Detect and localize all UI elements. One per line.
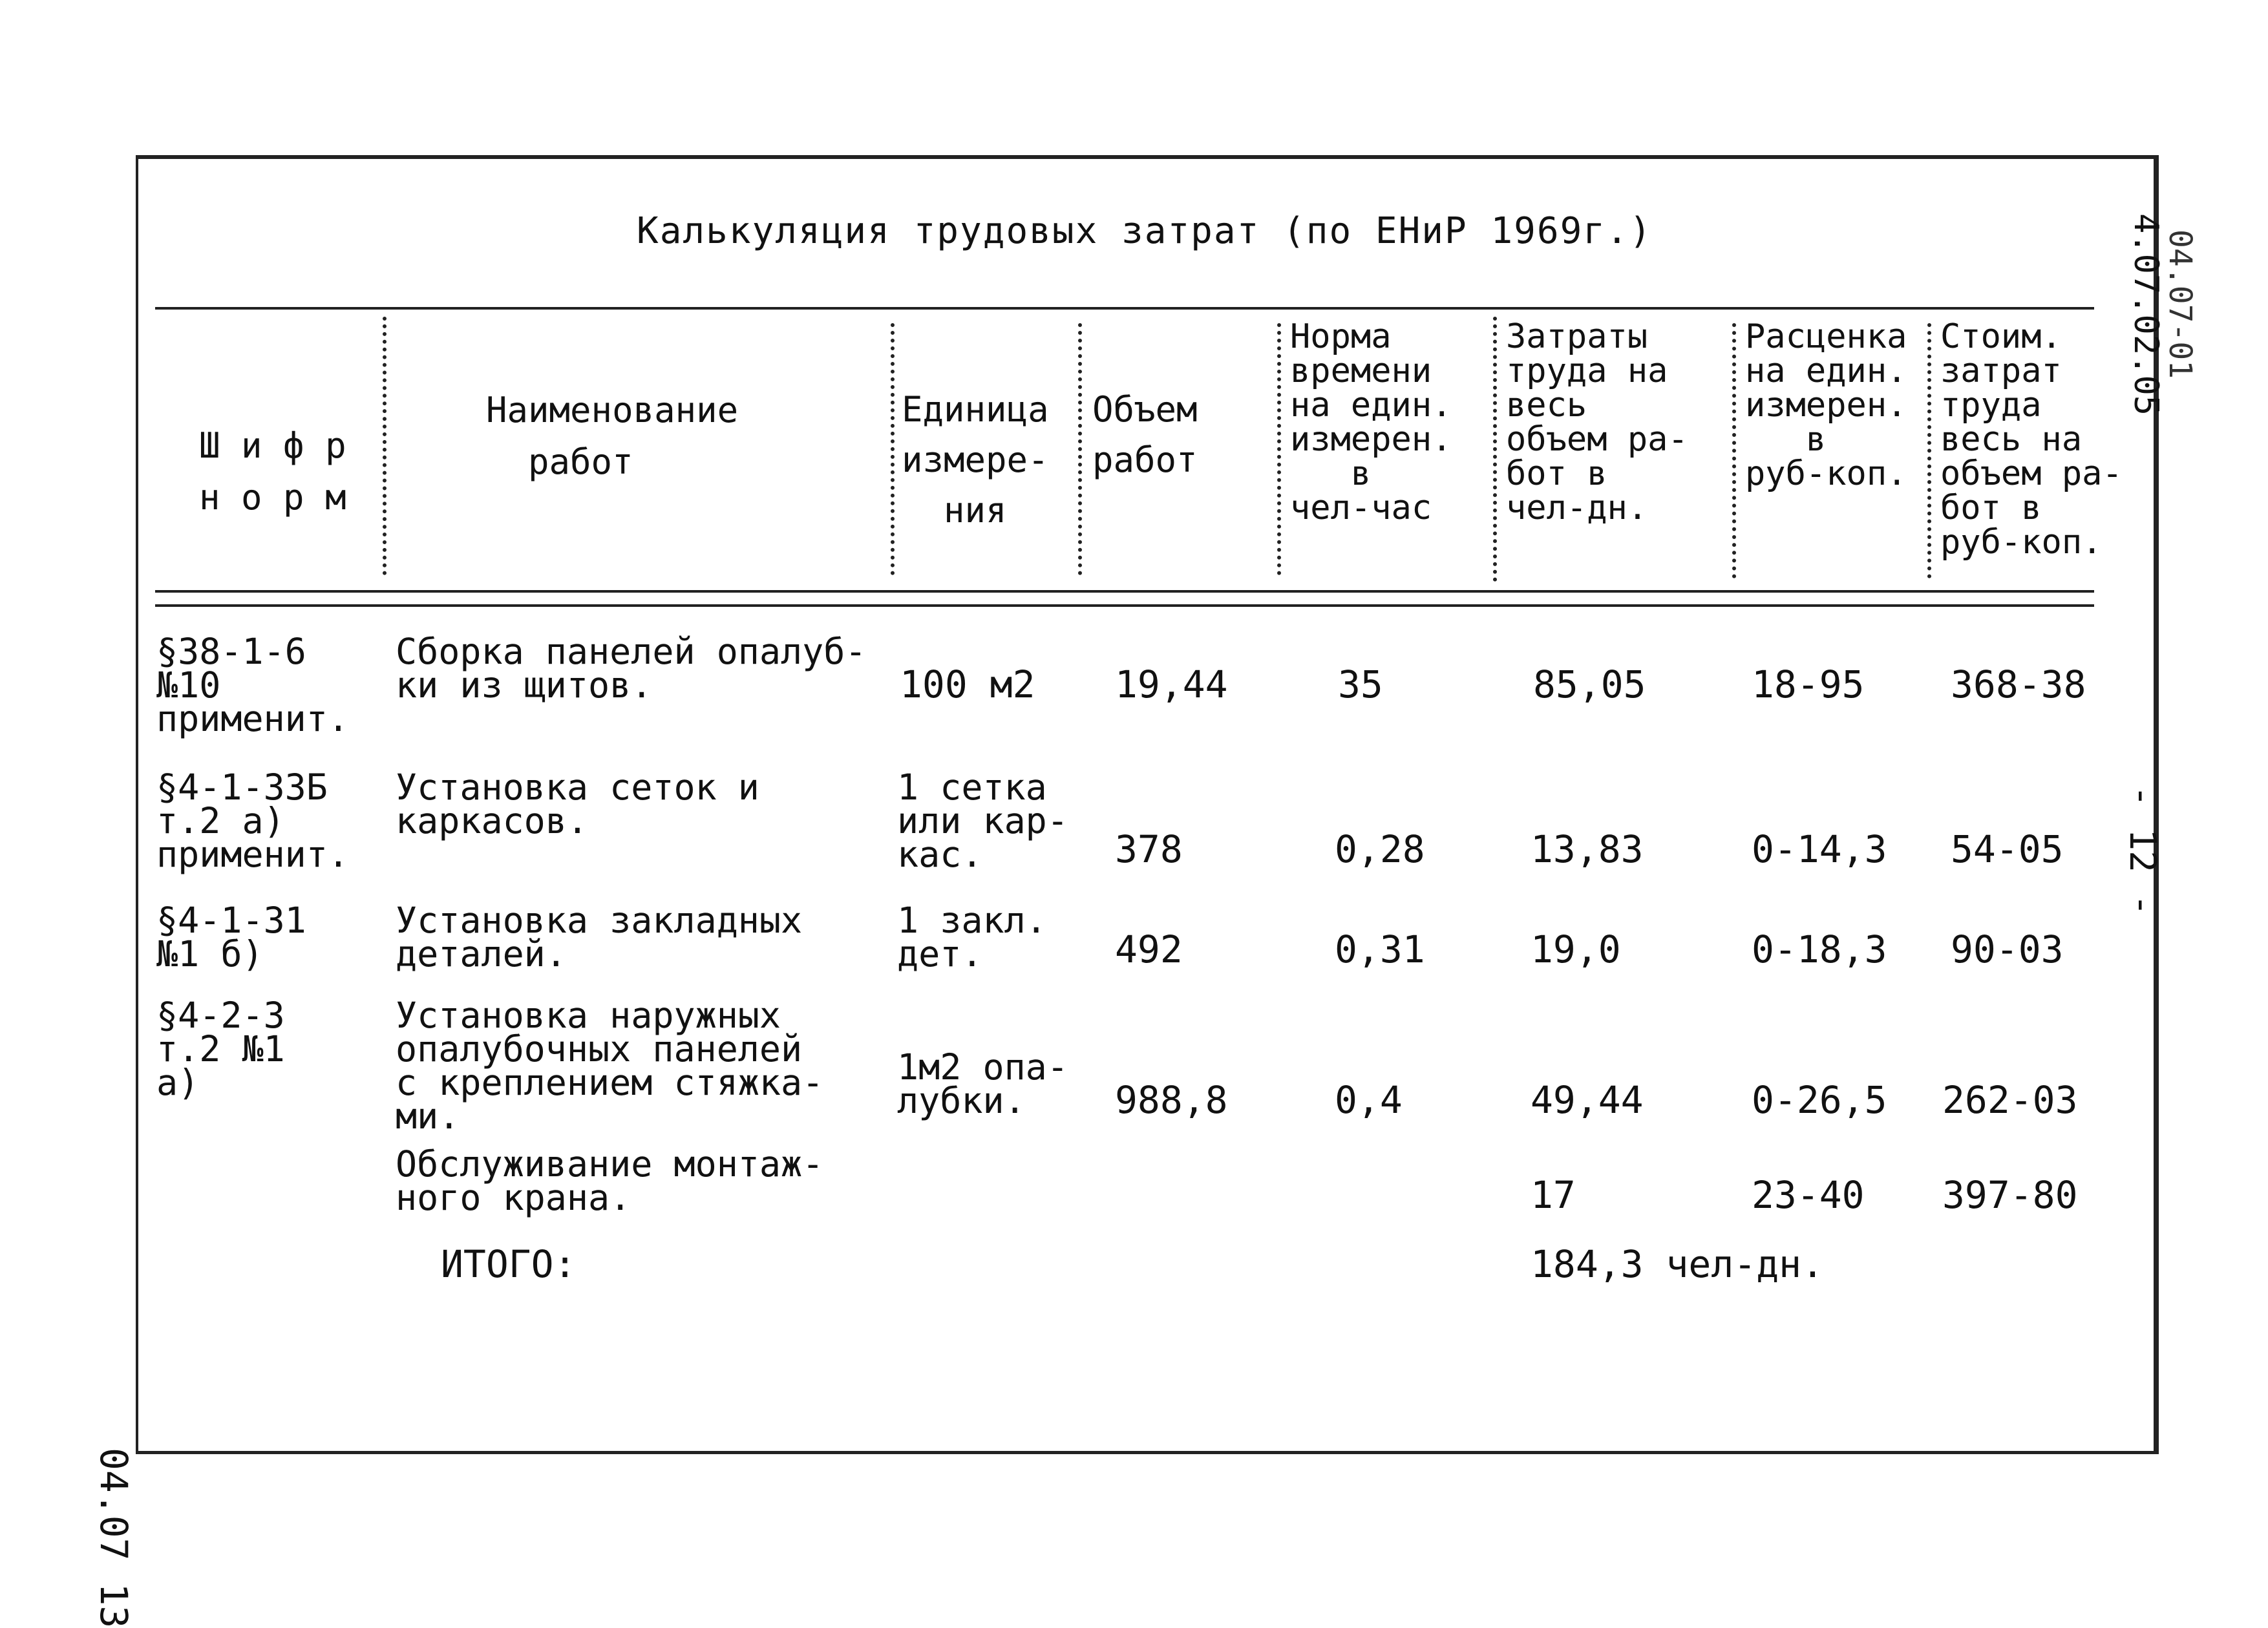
row1-volume: 19,44 [1115,662,1228,706]
side-code-right: 4.07.02.05 [2126,213,2165,416]
row3-code: §4-1-31 №1 б) [156,900,306,975]
page-number: - 12 - [2121,785,2163,916]
row3-norm: 0,31 [1335,927,1425,971]
col-sep-6 [1732,323,1736,578]
header-volume: Объем работ [1092,389,1198,480]
col-sep-4 [1277,323,1281,575]
row2-norm: 0,28 [1335,827,1425,871]
row4-rate: 0-26,5 [1752,1078,1887,1122]
row3-labor: 19,0 [1531,927,1621,971]
row4-labor: 49,44 [1531,1078,1644,1122]
col-sep-1 [383,317,387,575]
row4-name: Установка наружных опалубочных панелей с креплением стяжка- ми. [396,995,824,1137]
header-labor: Затраты труда на весь объем ра- бот в чел-дн. [1506,317,1688,527]
total-value: 184,3 чел-дн. [1531,1242,1824,1286]
row3-cost: 90-03 [1951,927,2064,971]
header-unit: Единица измере- ния [902,389,1049,531]
row3-rate: 0-18,3 [1752,927,1887,971]
row3-name: Установка закладных деталей. [396,900,803,975]
row3-volume: 492 [1115,927,1183,971]
header-cost: Стоим. затрат труда весь на объем ра- бот в руб-коп. [1940,317,2123,562]
row5-cost: 397-80 [1942,1173,2078,1217]
header-top-rule [155,307,2094,310]
col-sep-2 [891,323,895,575]
document-title: Калькуляция трудовых затрат (по ЕНиР 1969г.) [637,210,1653,252]
header-bottom-rule-2 [155,604,2094,607]
col-sep-7 [1927,323,1931,578]
row5-labor: 17 [1531,1173,1576,1217]
col-sep-5 [1493,317,1497,582]
header-bottom-rule-1 [155,590,2094,593]
row4-code: §4-2-3 т.2 №1 а) [156,995,285,1103]
row4-norm: 0,4 [1335,1078,1403,1122]
row1-norm: 35 [1338,662,1383,706]
row1-code: §38-1-6 №10 применит. [156,631,350,739]
row2-code: §4-1-33Б т.2 а) применит. [156,766,350,875]
side-code-right-overstrike: 04.07-01 [2162,229,2198,379]
side-code-left: 04.07 13 [92,1448,136,1628]
row1-name: Сборка панелей опалуб- ки из щитов. [396,631,867,706]
row2-rate: 0-14,3 [1752,827,1887,871]
row2-name: Установка сеток и каркасов. [396,766,759,841]
row5-rate: 23-40 [1752,1173,1865,1217]
row4-unit: 1м2 опа- лубки. [897,1046,1068,1121]
col-sep-3 [1078,323,1082,575]
row4-cost: 262-03 [1942,1078,2078,1122]
row2-labor: 13,83 [1531,827,1644,871]
row1-unit: 100 м2 [900,662,1035,706]
row2-volume: 378 [1115,827,1183,871]
header-code: Ш и ф р н о р м [199,425,346,518]
row3-unit: 1 закл. дет. [897,900,1047,975]
header-name: Наименование работ [486,390,739,482]
row2-cost: 54-05 [1951,827,2064,871]
row1-rate: 18-95 [1752,662,1865,706]
row1-cost: 368-38 [1951,662,2086,706]
header-norm: Норма времени на един. измерен. в чел-час [1290,317,1452,527]
header-rate: Расценка на един. измерен. в руб-коп. [1745,317,1907,493]
total-label: ИТОГО: [441,1242,577,1286]
row2-unit: 1 сетка или кар- кас. [897,766,1068,875]
row1-labor: 85,05 [1533,662,1646,706]
row5-name: Обслуживание монтаж- ного крана. [396,1143,824,1218]
row4-volume: 988,8 [1115,1078,1228,1122]
